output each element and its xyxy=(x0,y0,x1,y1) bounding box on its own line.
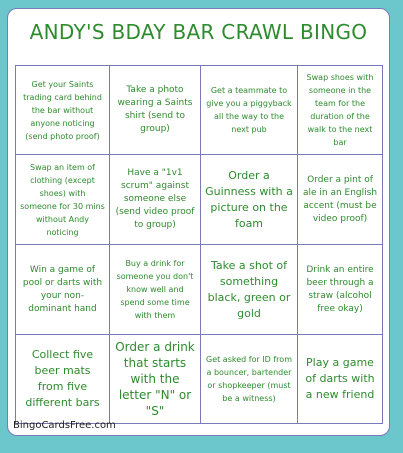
bingo-cell-1-2[interactable]: Take a photo wearing a Saints shirt (send to group) xyxy=(110,66,201,155)
bingo-cell-1-4[interactable]: Swap shoes with someone in the team for the duration of the walk to the next bar xyxy=(298,66,383,155)
bingo-cell-4-3[interactable]: Get asked for ID from a bouncer, bartender or shopkeeper (must be a witness) xyxy=(201,335,298,424)
bingo-cell-1-3[interactable]: Get a teammate to give you a piggyback all the way to the next pub xyxy=(201,66,298,155)
bingo-grid xyxy=(15,65,383,424)
bingo-cell-3-2[interactable]: Buy a drink for someone you don't know well and spend some time with them xyxy=(110,245,201,335)
bingo-cell-2-1[interactable]: Swap an item of clothing (except shoes) with someone for 30 mins without Andy noticing xyxy=(16,155,110,245)
bingo-card xyxy=(7,8,390,436)
bingo-cell-2-3[interactable]: Order a Guinness with a picture on the foam xyxy=(201,155,298,245)
bingo-cell-3-4[interactable]: Drink an entire beer through a straw (alcohol free okay) xyxy=(298,245,383,335)
bingo-cell-3-3[interactable]: Take a shot of something black, green or gold xyxy=(201,245,298,335)
bingo-cell-3-1[interactable]: Win a game of pool or darts with your non-dominant hand xyxy=(16,245,110,335)
bingo-cell-2-2[interactable]: Have a "1v1 scrum" against someone else (send video proof to group) xyxy=(110,155,201,245)
bingo-cell-2-4[interactable]: Order a pint of ale in an English accent (must be video proof) xyxy=(298,155,383,245)
bingo-cell-1-1[interactable]: Get your Saints trading card behind the bar without anyone noticing (send photo proof) xyxy=(16,66,110,155)
bingo-cell-4-1[interactable]: Collect five beer mats from five different bars xyxy=(16,335,110,424)
bingo-cell-4-4[interactable]: Play a game of darts with a new friend xyxy=(298,335,383,424)
card-title: ANDY'S BDAY BAR CRAWL BINGO xyxy=(29,20,368,44)
bingo-cell-4-2[interactable]: Order a drink that starts with the letter "N" or "S" xyxy=(110,335,201,424)
site-credit: BingoCardsFree.com xyxy=(13,420,116,431)
